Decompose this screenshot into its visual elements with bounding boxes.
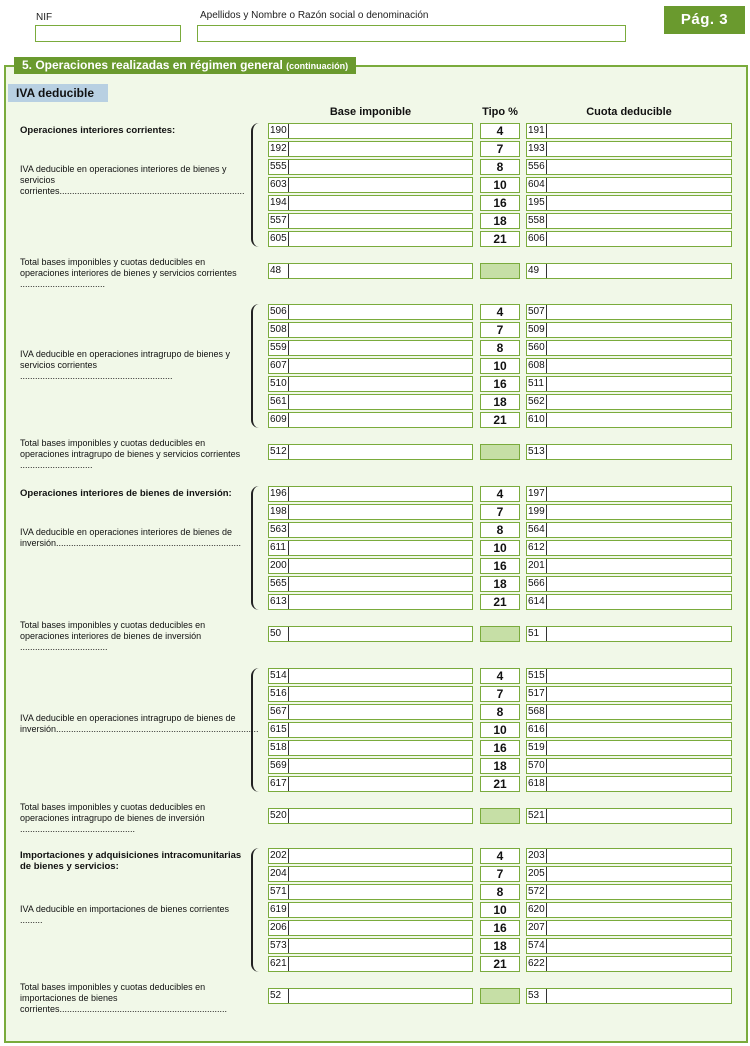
- base-imponible-field[interactable]: [268, 123, 473, 139]
- cuota-deducible-field[interactable]: [526, 686, 732, 702]
- cuota-deducible-field[interactable]: [526, 758, 732, 774]
- base-imponible-field[interactable]: [268, 394, 473, 410]
- base-imponible-field[interactable]: [268, 884, 473, 900]
- base-imponible-field[interactable]: [268, 740, 473, 756]
- total-description: Total bases imponibles y cuotas deducibles en operaciones interiores de bienes de inversión ...................................: [20, 620, 206, 652]
- tipo-rate: 8: [480, 340, 520, 356]
- base-imponible-field[interactable]: [268, 486, 473, 502]
- box-code: 558: [527, 214, 547, 228]
- tipo-rate: 7: [480, 322, 520, 338]
- box-code: 608: [527, 359, 547, 373]
- tipo-rate: 4: [480, 123, 520, 139]
- base-imponible-field[interactable]: [268, 504, 473, 520]
- box-code: 562: [527, 395, 547, 409]
- iva-deducible-tab: IVA deducible: [8, 84, 108, 102]
- section-title: [14, 57, 356, 74]
- box-code: 204: [269, 867, 289, 881]
- box-code: 200: [269, 559, 289, 573]
- box-code: 518: [269, 741, 289, 755]
- tipo-rate: 7: [480, 866, 520, 882]
- group-brace: [251, 486, 263, 610]
- box-code: 205: [527, 867, 547, 881]
- name-label: Apellidos y Nombre o Razón social o denominación: [200, 10, 429, 21]
- box-code: 622: [527, 957, 547, 971]
- base-imponible-field[interactable]: [268, 304, 473, 320]
- box-code: 507: [527, 305, 547, 319]
- total-rate-blank: [480, 808, 520, 824]
- box-code: 613: [269, 595, 289, 609]
- box-code: 606: [527, 232, 547, 246]
- box-code: 508: [269, 323, 289, 337]
- cuota-deducible-field[interactable]: [526, 722, 732, 738]
- total-base-field[interactable]: [268, 988, 473, 1004]
- group-title: Importaciones y adquisiciones intracomunitarias de bienes y servicios:: [20, 850, 242, 872]
- total-description: Total bases imponibles y cuotas deducibles en importaciones de bienes corrientes...................................................................: [20, 982, 228, 1014]
- section-subtitle: (continuación): [286, 61, 349, 71]
- cuota-deducible-field[interactable]: [526, 848, 732, 864]
- total-description: Total bases imponibles y cuotas deducibles en operaciones interiores de bienes y servicios corrientes ..................................: [20, 257, 237, 289]
- cuota-deducible-field[interactable]: [526, 213, 732, 229]
- cuota-deducible-field[interactable]: [526, 938, 732, 954]
- tipo-rate: 18: [480, 576, 520, 592]
- box-code: 605: [269, 232, 289, 246]
- tipo-rate: 8: [480, 884, 520, 900]
- group-description: IVA deducible en operaciones intragrupo de bienes de inversión.................................................................................: [20, 713, 259, 734]
- box-code: 192: [269, 142, 289, 156]
- base-imponible-field[interactable]: [268, 920, 473, 936]
- cuota-deducible-field[interactable]: [526, 177, 732, 193]
- tipo-rate: 10: [480, 722, 520, 738]
- tipo-rate: 21: [480, 412, 520, 428]
- cuota-deducible-field[interactable]: [526, 558, 732, 574]
- total-rate-blank: [480, 626, 520, 642]
- base-imponible-field[interactable]: [268, 141, 473, 157]
- tipo-rate: 16: [480, 376, 520, 392]
- tipo-rate: 7: [480, 504, 520, 520]
- base-imponible-field[interactable]: [268, 558, 473, 574]
- tipo-rate: 8: [480, 522, 520, 538]
- box-code: 49: [527, 264, 547, 278]
- box-code: 604: [527, 178, 547, 192]
- cuota-deducible-field[interactable]: [526, 195, 732, 211]
- box-code: 511: [527, 377, 547, 391]
- cuota-deducible-field[interactable]: [526, 376, 732, 392]
- cuota-deducible-field[interactable]: [526, 304, 732, 320]
- tipo-rate: 16: [480, 558, 520, 574]
- cuota-deducible-field[interactable]: [526, 358, 732, 374]
- base-imponible-field[interactable]: [268, 412, 473, 428]
- tipo-rate: 18: [480, 938, 520, 954]
- base-imponible-field[interactable]: [268, 704, 473, 720]
- base-imponible-field[interactable]: [268, 195, 473, 211]
- base-imponible-field[interactable]: [268, 576, 473, 592]
- box-code: 199: [527, 505, 547, 519]
- box-code: 519: [527, 741, 547, 755]
- box-code: 559: [269, 341, 289, 355]
- cuota-deducible-field[interactable]: [526, 394, 732, 410]
- box-code: 564: [527, 523, 547, 537]
- cuota-deducible-field[interactable]: [526, 322, 732, 338]
- tipo-rate: 16: [480, 920, 520, 936]
- box-code: 194: [269, 196, 289, 210]
- box-code: 203: [527, 849, 547, 863]
- cuota-deducible-field[interactable]: [526, 956, 732, 972]
- box-code: 603: [269, 178, 289, 192]
- base-imponible-field[interactable]: [268, 340, 473, 356]
- base-imponible-field[interactable]: [268, 358, 473, 374]
- tipo-rate: 8: [480, 704, 520, 720]
- cuota-deducible-field[interactable]: [526, 704, 732, 720]
- group-brace: [251, 123, 263, 247]
- tipo-rate: 21: [480, 231, 520, 247]
- box-code: 197: [527, 487, 547, 501]
- box-code: 618: [527, 777, 547, 791]
- box-code: 52: [269, 989, 289, 1003]
- tipo-rate: 16: [480, 740, 520, 756]
- base-imponible-field[interactable]: [268, 540, 473, 556]
- tipo-rate: 4: [480, 668, 520, 684]
- box-code: 201: [527, 559, 547, 573]
- box-code: 514: [269, 669, 289, 683]
- cuota-deducible-field[interactable]: [526, 540, 732, 556]
- total-cuota-field[interactable]: [526, 626, 732, 642]
- tipo-rate: 18: [480, 758, 520, 774]
- total-description: Total bases imponibles y cuotas deducibles en operaciones intragrupo de bienes y servicios corrientes .............................: [20, 438, 241, 470]
- box-code: 190: [269, 124, 289, 138]
- total-cuota-field[interactable]: [526, 808, 732, 824]
- base-imponible-field[interactable]: [268, 376, 473, 392]
- box-code: 516: [269, 687, 289, 701]
- box-code: 571: [269, 885, 289, 899]
- tipo-rate: 10: [480, 902, 520, 918]
- cuota-deducible-field[interactable]: [526, 866, 732, 882]
- total-base-field[interactable]: [268, 263, 473, 279]
- total-rate-blank: [480, 263, 520, 279]
- box-code: 561: [269, 395, 289, 409]
- cuota-deducible-field[interactable]: [526, 231, 732, 247]
- box-code: 569: [269, 759, 289, 773]
- group-description: IVA deducible en operaciones interiores de bienes de inversión..........................................................................: [20, 527, 242, 548]
- base-imponible-field[interactable]: [268, 213, 473, 229]
- total-cuota-field[interactable]: [526, 988, 732, 1004]
- box-code: 196: [269, 487, 289, 501]
- box-code: 506: [269, 305, 289, 319]
- base-imponible-field[interactable]: [268, 956, 473, 972]
- cuota-deducible-field[interactable]: [526, 776, 732, 792]
- box-code: 202: [269, 849, 289, 863]
- group-brace: [251, 304, 263, 428]
- box-code: 560: [527, 341, 547, 355]
- cuota-deducible-field[interactable]: [526, 340, 732, 356]
- box-code: 206: [269, 921, 289, 935]
- base-imponible-field[interactable]: [268, 902, 473, 918]
- page-badge: Pág. 3: [664, 6, 745, 34]
- box-code: 570: [527, 759, 547, 773]
- cuota-deducible-field[interactable]: [526, 594, 732, 610]
- nif-field[interactable]: [35, 25, 181, 42]
- box-code: 620: [527, 903, 547, 917]
- cuota-deducible-field[interactable]: [526, 884, 732, 900]
- box-code: 619: [269, 903, 289, 917]
- cuota-deducible-field[interactable]: [526, 920, 732, 936]
- box-code: 566: [527, 577, 547, 591]
- base-imponible-field[interactable]: [268, 758, 473, 774]
- box-code: 573: [269, 939, 289, 953]
- box-code: 567: [269, 705, 289, 719]
- tipo-rate: 7: [480, 686, 520, 702]
- nif-label: NIF: [36, 12, 53, 23]
- box-code: 521: [527, 809, 547, 823]
- tipo-rate: 10: [480, 358, 520, 374]
- box-code: 555: [269, 160, 289, 174]
- tipo-rate: 10: [480, 540, 520, 556]
- base-imponible-field[interactable]: [268, 177, 473, 193]
- tipo-rate: 10: [480, 177, 520, 193]
- box-code: 53: [527, 989, 547, 1003]
- tipo-rate: 7: [480, 141, 520, 157]
- tipo-rate: 4: [480, 304, 520, 320]
- box-code: 195: [527, 196, 547, 210]
- tipo-rate: 8: [480, 159, 520, 175]
- name-field[interactable]: [197, 25, 626, 42]
- box-code: 207: [527, 921, 547, 935]
- box-code: 572: [527, 885, 547, 899]
- tipo-rate: 4: [480, 848, 520, 864]
- box-code: 609: [269, 413, 289, 427]
- column-header-tipo: Tipo %: [482, 106, 518, 118]
- box-code: 198: [269, 505, 289, 519]
- box-code: 193: [527, 142, 547, 156]
- base-imponible-field[interactable]: [268, 594, 473, 610]
- box-code: 517: [527, 687, 547, 701]
- box-code: 615: [269, 723, 289, 737]
- base-imponible-field[interactable]: [268, 848, 473, 864]
- total-rate-blank: [480, 988, 520, 1004]
- base-imponible-field[interactable]: [268, 522, 473, 538]
- box-code: 574: [527, 939, 547, 953]
- box-code: 612: [527, 541, 547, 555]
- base-imponible-field[interactable]: [268, 686, 473, 702]
- box-code: 520: [269, 809, 289, 823]
- box-code: 51: [527, 627, 547, 641]
- tipo-rate: 21: [480, 956, 520, 972]
- base-imponible-field[interactable]: [268, 938, 473, 954]
- group-title: Operaciones interiores corrientes:: [20, 125, 176, 136]
- column-header-base: Base imponible: [329, 106, 412, 118]
- cuota-deducible-field[interactable]: [526, 576, 732, 592]
- base-imponible-field[interactable]: [268, 159, 473, 175]
- tipo-rate: 18: [480, 394, 520, 410]
- box-code: 611: [269, 541, 289, 555]
- total-base-field[interactable]: [268, 444, 473, 460]
- tipo-rate: 18: [480, 213, 520, 229]
- total-rate-blank: [480, 444, 520, 460]
- column-header-cuota: Cuota deducible: [586, 106, 672, 118]
- box-code: 563: [269, 523, 289, 537]
- box-code: 512: [269, 445, 289, 459]
- box-code: 556: [527, 160, 547, 174]
- tipo-rate: 4: [480, 486, 520, 502]
- cuota-deducible-field[interactable]: [526, 668, 732, 684]
- cuota-deducible-field[interactable]: [526, 141, 732, 157]
- box-code: 568: [527, 705, 547, 719]
- base-imponible-field[interactable]: [268, 231, 473, 247]
- total-cuota-field[interactable]: [526, 444, 732, 460]
- base-imponible-field[interactable]: [268, 866, 473, 882]
- box-code: 50: [269, 627, 289, 641]
- tipo-rate: 21: [480, 594, 520, 610]
- cuota-deducible-field[interactable]: [526, 123, 732, 139]
- box-code: 509: [527, 323, 547, 337]
- base-imponible-field[interactable]: [268, 322, 473, 338]
- section-title-text: 5. Operaciones realizadas en régimen general: [22, 58, 283, 72]
- box-code: 616: [527, 723, 547, 737]
- cuota-deducible-field[interactable]: [526, 159, 732, 175]
- box-code: 565: [269, 577, 289, 591]
- box-code: 614: [527, 595, 547, 609]
- box-code: 621: [269, 957, 289, 971]
- total-base-field[interactable]: [268, 808, 473, 824]
- box-code: 191: [527, 124, 547, 138]
- group-title: Operaciones interiores de bienes de inversión:: [20, 488, 232, 499]
- cuota-deducible-field[interactable]: [526, 412, 732, 428]
- cuota-deducible-field[interactable]: [526, 504, 732, 520]
- box-code: 617: [269, 777, 289, 791]
- box-code: 510: [269, 377, 289, 391]
- cuota-deducible-field[interactable]: [526, 486, 732, 502]
- box-code: 513: [527, 445, 547, 459]
- group-description: IVA deducible en operaciones intragrupo de bienes y servicios corrientes .............................................................: [20, 349, 230, 381]
- group-description: IVA deducible en operaciones interiores de bienes y servicios corrientes..........................................................................: [20, 164, 245, 196]
- cuota-deducible-field[interactable]: [526, 902, 732, 918]
- tipo-rate: 21: [480, 776, 520, 792]
- tipo-rate: 16: [480, 195, 520, 211]
- cuota-deducible-field[interactable]: [526, 740, 732, 756]
- group-brace: [251, 848, 263, 972]
- total-cuota-field[interactable]: [526, 263, 732, 279]
- base-imponible-field[interactable]: [268, 722, 473, 738]
- box-code: 610: [527, 413, 547, 427]
- total-base-field[interactable]: [268, 626, 473, 642]
- total-description: Total bases imponibles y cuotas deducibles en operaciones intragrupo de bienes de inversión ..............................................: [20, 802, 206, 834]
- box-code: 48: [269, 264, 289, 278]
- box-code: 515: [527, 669, 547, 683]
- base-imponible-field[interactable]: [268, 668, 473, 684]
- cuota-deducible-field[interactable]: [526, 522, 732, 538]
- group-description: IVA deducible en importaciones de bienes corrientes .........: [20, 904, 229, 925]
- box-code: 607: [269, 359, 289, 373]
- base-imponible-field[interactable]: [268, 776, 473, 792]
- box-code: 557: [269, 214, 289, 228]
